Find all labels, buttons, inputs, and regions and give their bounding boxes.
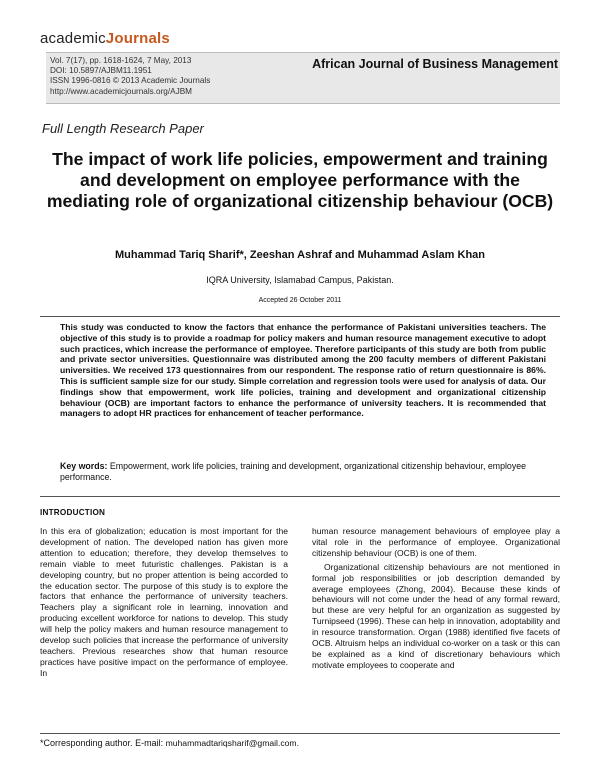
publisher-logo bbox=[40, 30, 170, 47]
section-heading: INTRODUCTION bbox=[40, 508, 106, 517]
affiliation: IQRA University, Islamabad Campus, Pakistan. bbox=[206, 275, 394, 285]
body-column-left bbox=[40, 526, 288, 679]
author-list: Muhammad Tariq Sharif*, Zeeshan Ashraf and Muhammad Aslam Khan bbox=[115, 249, 485, 261]
paragraph: human resource management behaviours of employee play a vital role in the performance of employee. Organizational citizenship behaviour (OCB) is one of them. bbox=[312, 526, 560, 558]
logo-text: academic bbox=[40, 30, 106, 47]
meta-doi: DOI: 10.5897/AJBM11.1951 bbox=[50, 66, 152, 76]
author-email[interactable]: muhammadtariqsharif@gmail.com. bbox=[165, 738, 299, 748]
abstract-bottom-divider bbox=[40, 496, 560, 497]
corresponding-author bbox=[40, 738, 299, 748]
keywords-label: Key words: bbox=[60, 461, 108, 471]
accepted-date: Accepted 26 October 2011 bbox=[258, 297, 342, 304]
body-column-right bbox=[312, 526, 560, 671]
keywords-block bbox=[60, 461, 546, 483]
meta-volume: Vol. 7(17), pp. 1618-1624, 7 May, 2013 bbox=[50, 56, 192, 65]
journal-name: African Journal of Business Management bbox=[312, 57, 558, 71]
meta-issn: ISSN 1996-0816 © 2013 Academic Journals bbox=[50, 76, 211, 86]
logo-accent-text: Journals bbox=[105, 30, 170, 47]
abstract-top-divider bbox=[40, 316, 560, 317]
footnote-divider bbox=[40, 733, 560, 734]
keywords-text: Empowerment, work life policies, training and development, organizational citizenship behaviour, employee performance. bbox=[60, 461, 527, 482]
article-title: The impact of work life policies, empowerment and training and development on employee performance with the mediating role of organizational citizenship behaviour (OCB) bbox=[46, 149, 554, 211]
paper-type: Full Length Research Paper bbox=[42, 121, 204, 136]
paragraph: Organizational citizenship behaviours are not mentioned in formal job responsibilities or job description demanded by average employees (Zhong, 2004). Because these kinds of behaviours will not come under the head of any formal reward, but these are very helpful for an organization as suggested by Turnipseed (1996). These can help in innovation, adoptability and in resource transformation. Organ (1988) identified five facets of OCB. Altruism helps an individual co-worker on a task or this can be explained as a kind of discretionary behaviours which motivate employees to cooperate and bbox=[312, 561, 560, 670]
paragraph: In this era of globalization; education is most important for the development of nation. The developed nation has given more attention to education; therefore, they develop themselves to remain viable to meet futuristic challenges. Pakistan is a developing country, but no proper attention is being accorded to the education sector. The purpose of this study is to explore the factors that enhance the performance of university teachers. Teachers play a significant role in learning, innovation and producing excellent workforce for nations to develop. This study will help the policy makers and human resource management to develop such policies that increase the performance of university teachers. Previous researches show that human resource practices have positive impact on the performance of employee. In bbox=[40, 526, 288, 678]
corresponding-label: *Corresponding author. E-mail: bbox=[40, 738, 164, 748]
abstract: This study was conducted to know the factors that enhance the performance of Pakistani universities teachers. The objective of this study is to provide a roadmap for policy makers and human resource management executive to adopt such practices, which increase the performance of employee. Therefore participants of this study are both from public and private sector universities. Questionnaire was distributed among the 200 faculty members of different Pakistani universities. We received 173 questionnaires from our respondent. The response ratio of return questionnaire is 86%. This is sufficient sample size for our study. Simple correlation and regression tools were used for analysis of data. Our findings show that empowerment, work life policies, training and development and organizational citizenship behaviour (OCB) are important factors to enhance the performance of university teachers. It is recommended that managers to adopt HR practices for enhancement of teacher performance. bbox=[60, 322, 546, 419]
citation-meta bbox=[50, 56, 210, 97]
meta-url[interactable]: http://www.academicjournals.org/AJBM bbox=[50, 86, 192, 96]
